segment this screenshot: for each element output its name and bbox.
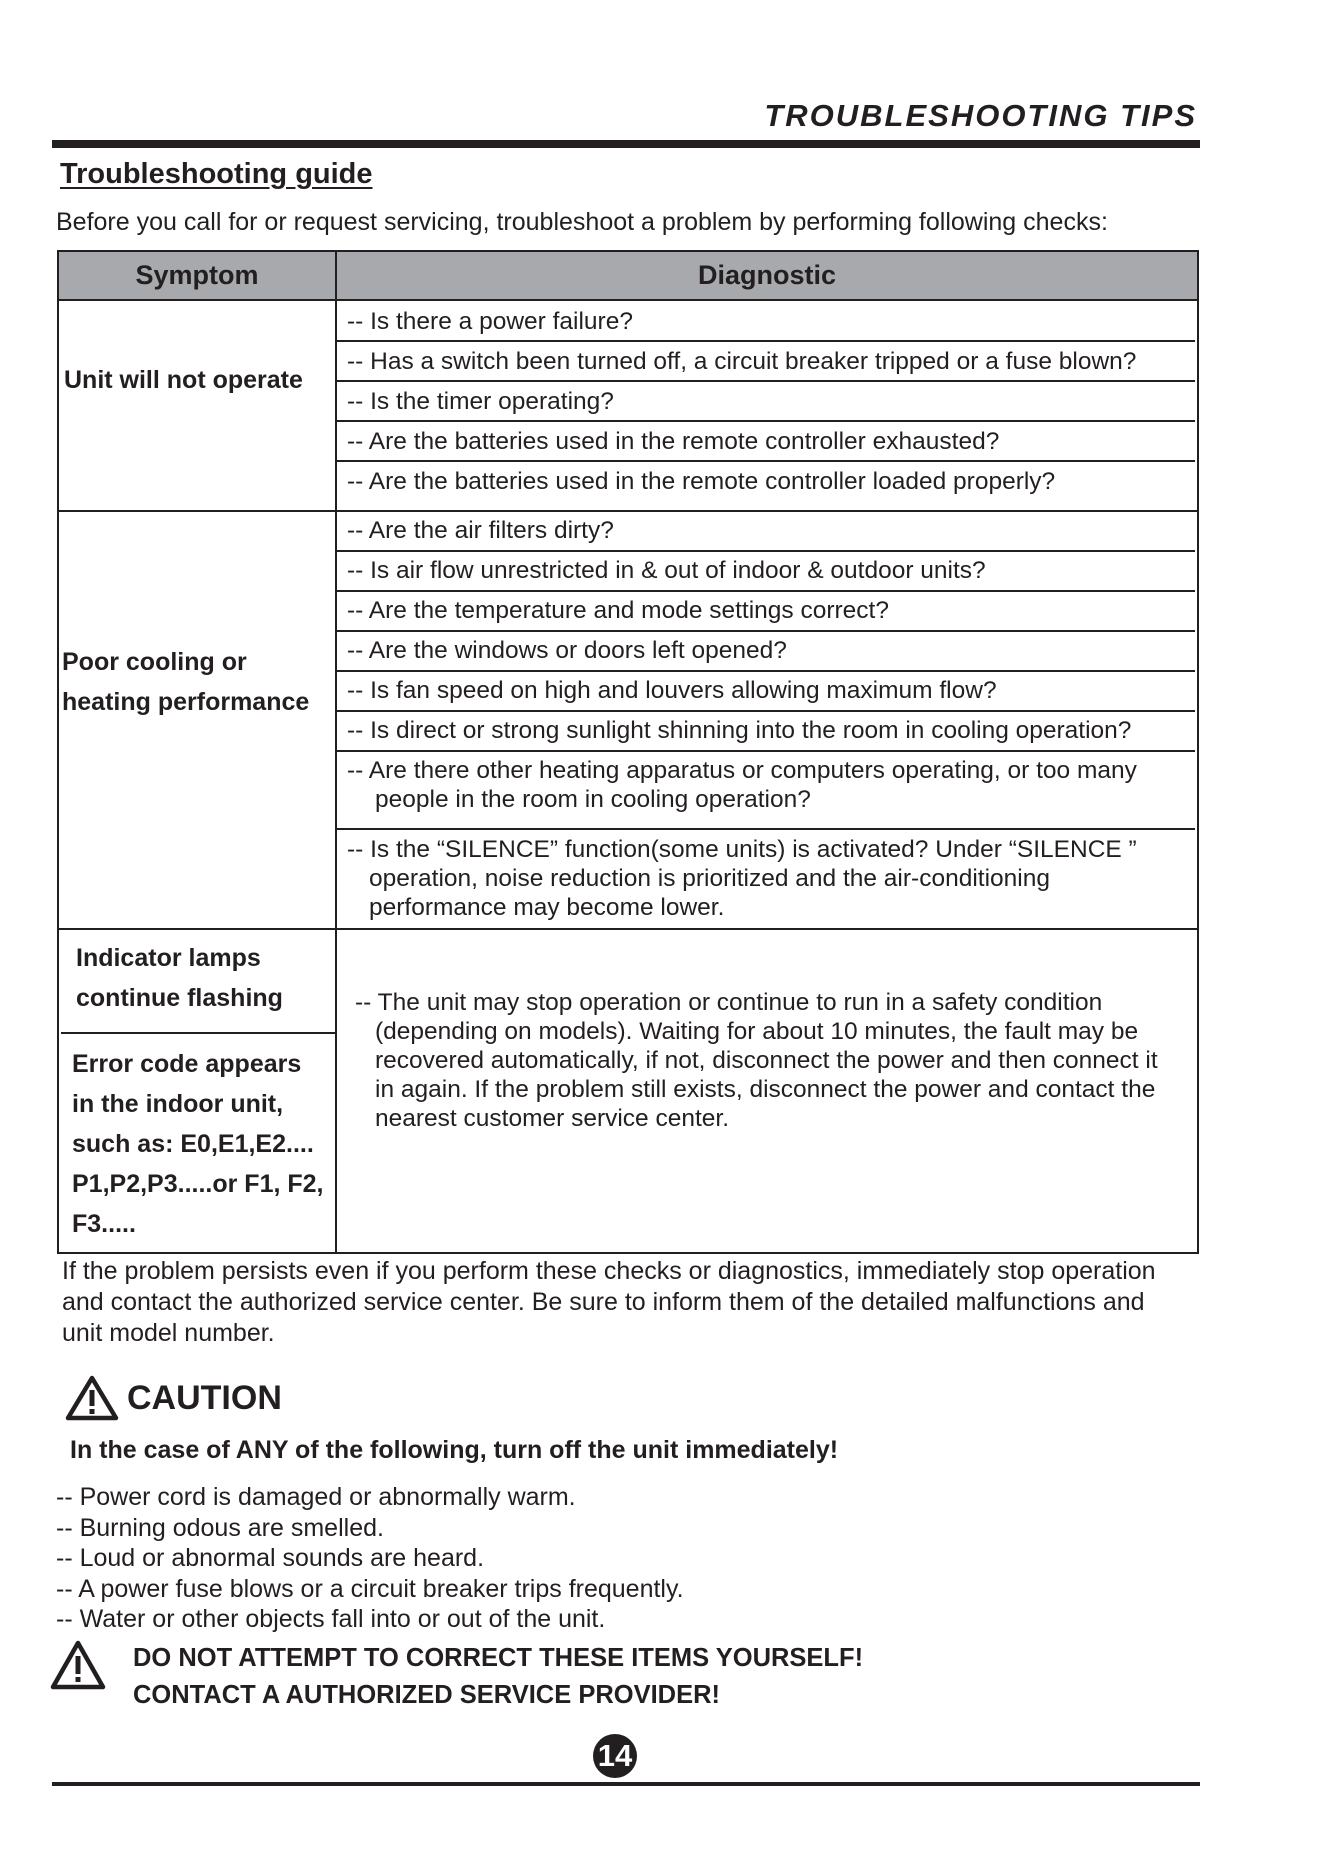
symptom-line: Poor cooling or xyxy=(62,648,247,676)
footer-rule xyxy=(52,1782,1200,1786)
row-divider xyxy=(337,550,1195,552)
row-divider xyxy=(337,670,1195,672)
symptom-divider xyxy=(61,1032,335,1034)
diagnostic-item-cont: operation, noise reduction is prioritized and the air-conditioning xyxy=(369,865,1050,892)
header-symptom: Symptom xyxy=(135,260,259,290)
table-header xyxy=(59,252,1197,301)
warning-triangle-icon xyxy=(65,1375,119,1421)
diagnostic-item: -- Is fan speed on high and louvers allowing maximum flow? xyxy=(347,677,997,704)
diagnostic-item: -- Are the windows or doors left opened? xyxy=(347,637,787,664)
diagnostic-item-cont: performance may become lower. xyxy=(369,894,725,921)
diagnostic-item: -- Is there a power failure? xyxy=(347,308,633,335)
warning-triangle-icon xyxy=(50,1640,106,1690)
caution-title: CAUTION xyxy=(127,1378,282,1417)
diagnostic-item: -- Is the “SILENCE” function(some units) is activated? Under “SILENCE ” xyxy=(347,836,1137,863)
diagnostic-item: -- Is the timer operating? xyxy=(347,388,614,415)
intro-text: Before you call for or request servicing, troubleshoot a problem by performing following checks: xyxy=(56,208,1108,236)
row-divider xyxy=(337,630,1195,632)
group-divider xyxy=(59,928,1197,930)
column-divider xyxy=(335,252,337,1252)
symptom-line: in the indoor unit, xyxy=(72,1090,284,1118)
diagnostic-item: -- Are the batteries used in the remote controller exhausted? xyxy=(347,428,1000,455)
diagnostic-safety-text: (depending on models). Waiting for about 10 minutes, the fault may be xyxy=(375,1018,1139,1045)
list-item: -- Power cord is damaged or abnormally warm. xyxy=(56,1483,576,1511)
diagnostic-item: -- Are there other heating apparatus or computers operating, or too many xyxy=(347,757,1137,784)
list-item: -- Water or other objects fall into or out of the unit. xyxy=(56,1605,606,1633)
symptom-line: P1,P2,P3.....or F1, F2, xyxy=(72,1170,324,1198)
note-line: and contact the authorized service center. Be sure to inform them of the detailed malfunctions and xyxy=(62,1288,1145,1316)
warning-line: DO NOT ATTEMPT TO CORRECT THESE ITEMS YOURSELF! xyxy=(133,1644,864,1672)
note-line: unit model number. xyxy=(62,1319,275,1347)
row-divider xyxy=(337,380,1195,382)
symptom-line: heating performance xyxy=(62,688,310,716)
header-rule xyxy=(52,140,1200,148)
symptom-unit-not-operate: Unit will not operate xyxy=(64,366,303,394)
symptom-line: continue flashing xyxy=(76,984,283,1012)
diagnostic-item: -- Is direct or strong sunlight shinning into the room in cooling operation? xyxy=(347,717,1132,744)
list-item: -- Burning odous are smelled. xyxy=(56,1513,384,1542)
diagnostic-item: -- Has a switch been turned off, a circuit breaker tripped or a fuse blown? xyxy=(347,348,1137,375)
symptom-error-code xyxy=(72,1044,324,1244)
caution-subtitle: In the case of ANY of the following, turn off the unit immediately! xyxy=(70,1436,839,1464)
list-item: -- Loud or abnormal sounds are heard. xyxy=(56,1544,485,1572)
group-divider xyxy=(59,510,1197,512)
troubleshooting-table xyxy=(57,250,1199,1254)
caution-heading xyxy=(65,1375,282,1421)
diagnostic-safety-text: -- The unit may stop operation or continue to run in a safety condition xyxy=(355,989,1103,1016)
diagnostic-safety-text: recovered automatically, if not, disconnect the power and then connect it xyxy=(375,1047,1158,1074)
symptom-line: F3..... xyxy=(72,1210,136,1238)
symptom-line: such as: E0,E1,E2.... xyxy=(72,1130,314,1158)
warning-icon-wrap xyxy=(50,1640,106,1695)
symptom-indicator-lamps xyxy=(76,938,283,1018)
diagnostic-safety-text: in again. If the problem still exists, disconnect the power and contact the xyxy=(375,1076,1156,1103)
note-line: If the problem persists even if you perform these checks or diagnostics, immediately stop operation xyxy=(62,1257,1156,1285)
page-header-title: TROUBLESHOOTING TIPS xyxy=(764,98,1197,133)
diagnostic-safety-text: nearest customer service center. xyxy=(375,1105,730,1132)
row-divider xyxy=(337,710,1195,712)
caution-list xyxy=(56,1482,684,1635)
diagnostic-item: -- Are the temperature and mode settings correct? xyxy=(347,597,889,624)
list-item: -- A power fuse blows or a circuit breaker trips frequently. xyxy=(56,1574,684,1603)
persist-note xyxy=(62,1256,1212,1349)
row-divider xyxy=(337,828,1195,830)
header-diagnostic: Diagnostic xyxy=(697,260,837,290)
row-divider xyxy=(337,750,1195,752)
page-number: 14 xyxy=(593,1734,637,1778)
row-divider xyxy=(337,590,1195,592)
symptom-line: Error code appears xyxy=(72,1050,302,1078)
section-title: Troubleshooting guide xyxy=(60,158,373,190)
row-divider xyxy=(337,460,1195,462)
symptom-line: Indicator lamps xyxy=(76,944,261,972)
diagnostic-item-cont: people in the room in cooling operation? xyxy=(375,786,811,813)
diagnostic-item: -- Are the batteries used in the remote controller loaded properly? xyxy=(347,468,1056,495)
symptom-poor-cooling xyxy=(62,642,309,722)
warning-line: CONTACT A AUTHORIZED SERVICE PROVIDER! xyxy=(133,1681,720,1709)
diagnostic-item: -- Are the air filters dirty? xyxy=(347,517,614,544)
diagnostic-item: -- Is air flow unrestricted in & out of indoor & outdoor units? xyxy=(347,557,986,584)
row-divider xyxy=(337,420,1195,422)
warning-message xyxy=(133,1640,863,1714)
row-divider xyxy=(337,340,1195,342)
